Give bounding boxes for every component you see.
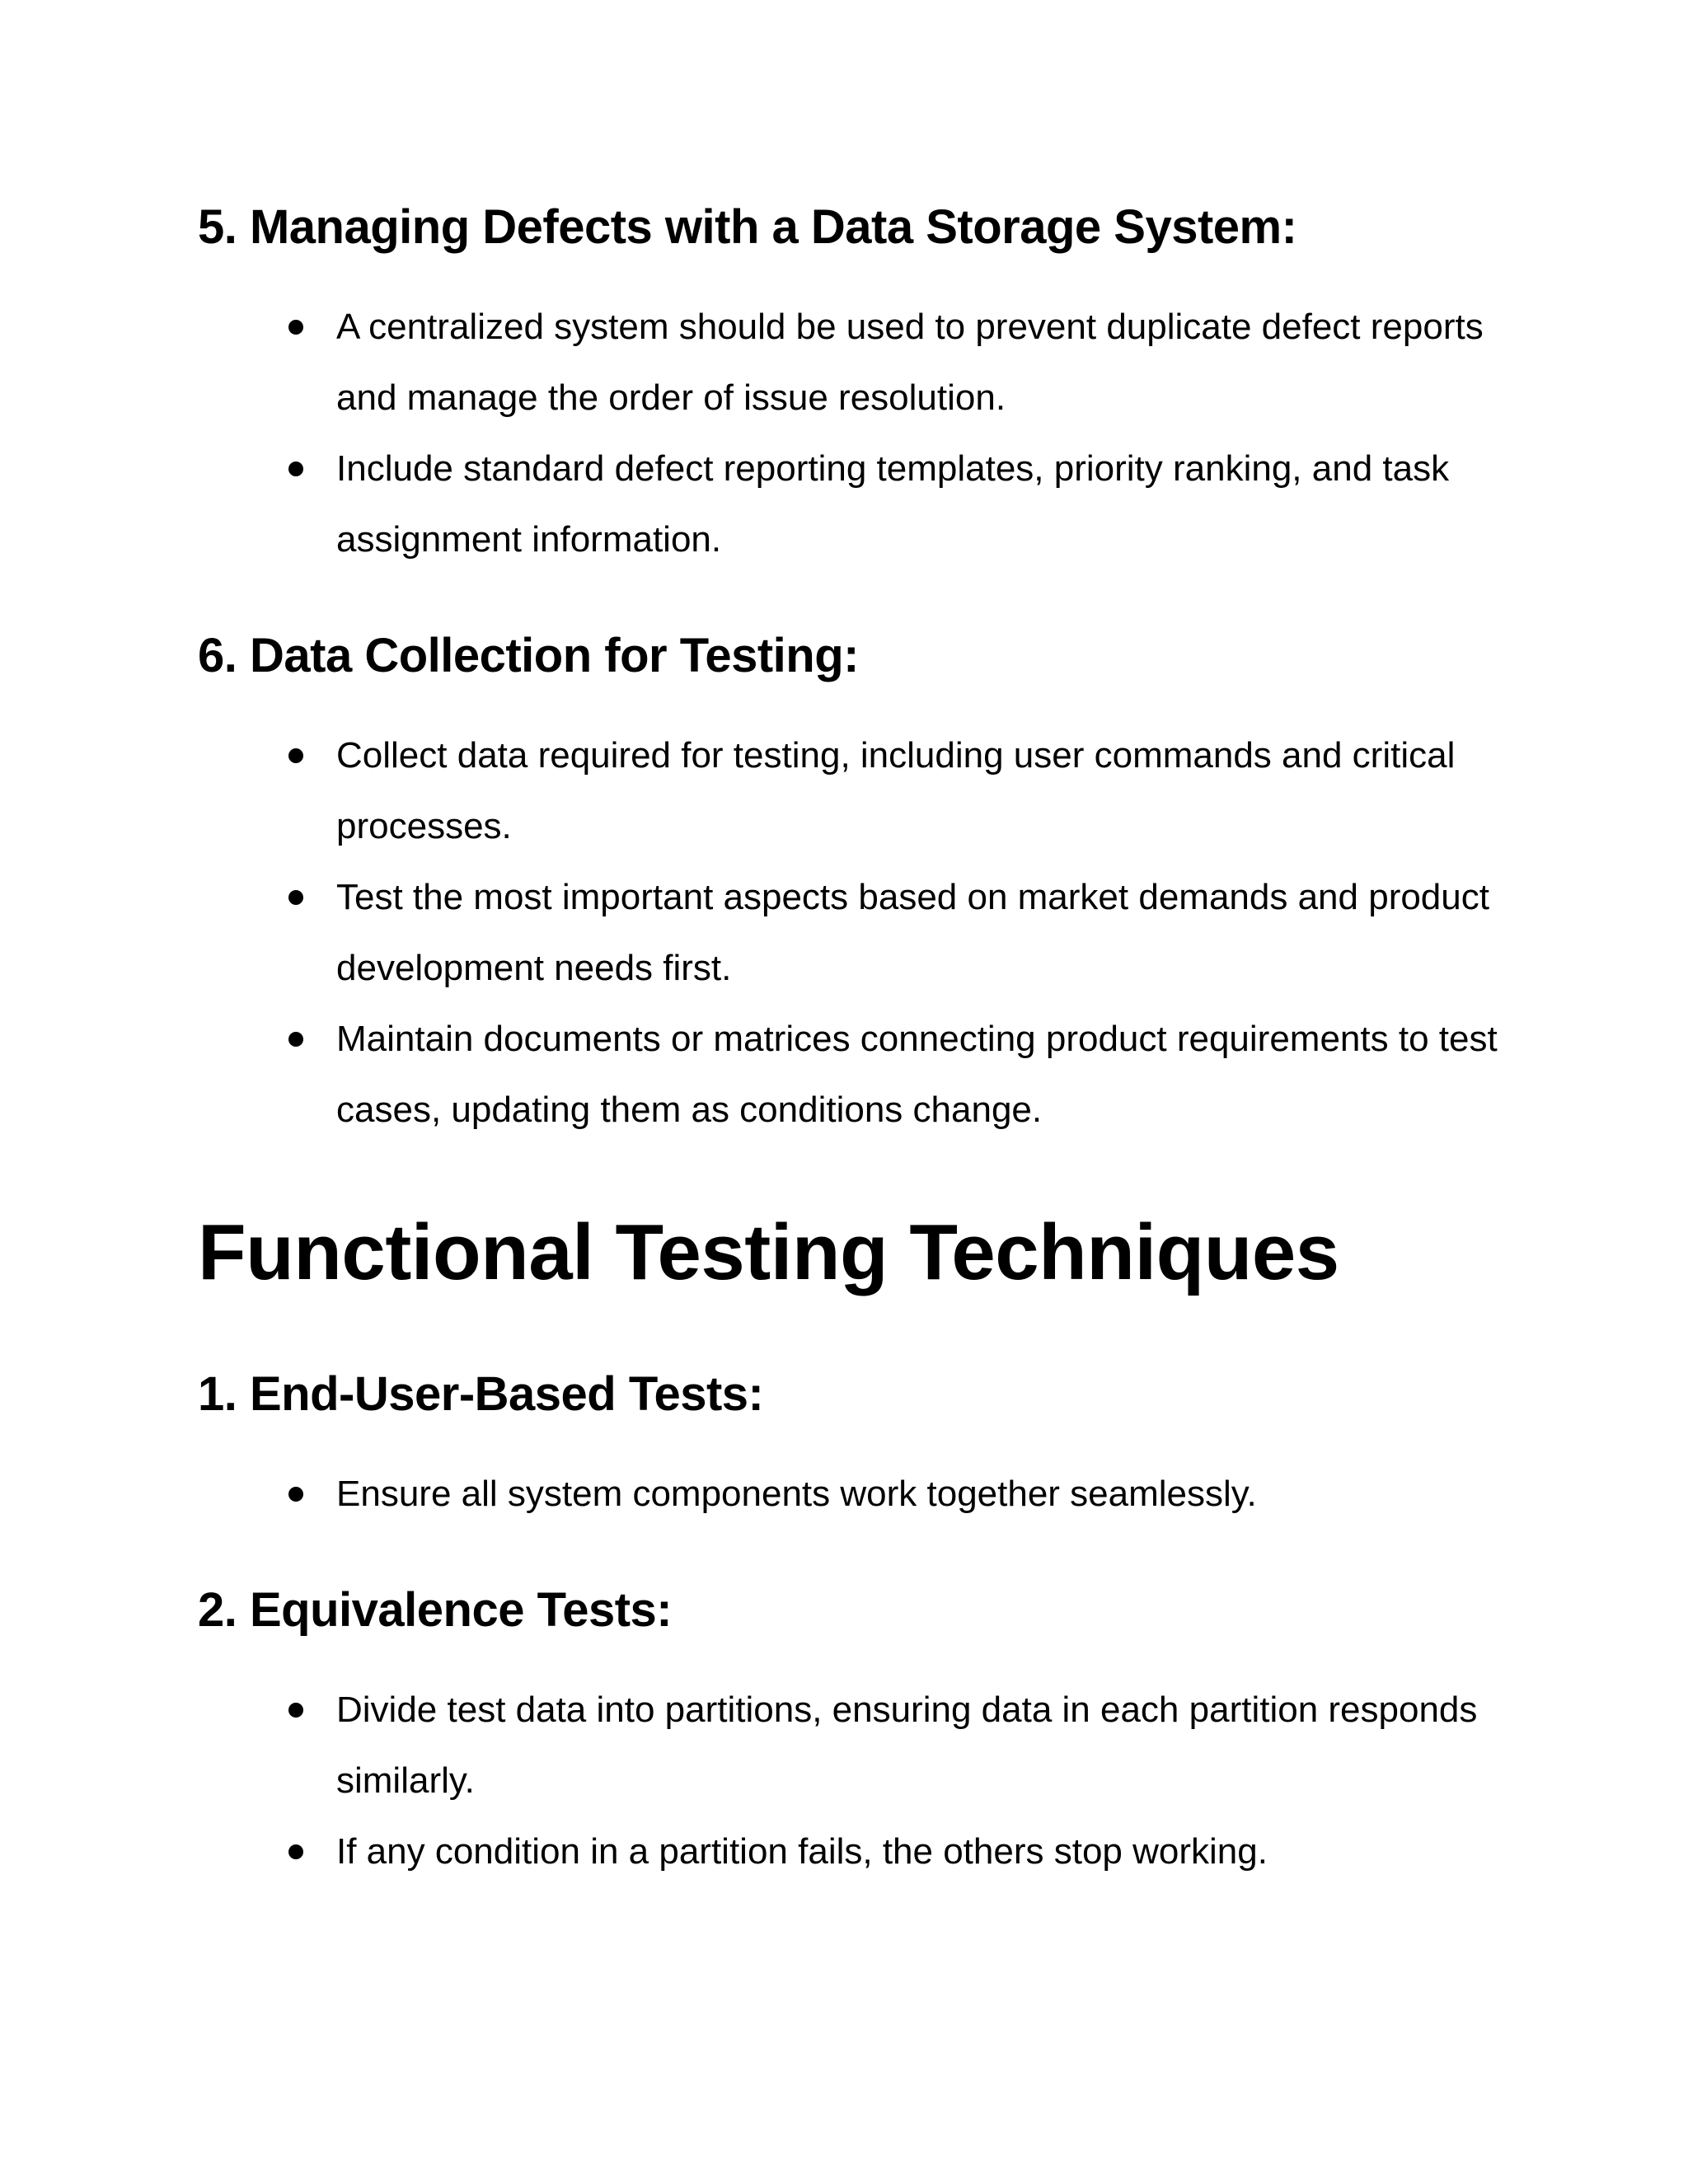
section-heading: 6. Data Collection for Testing: xyxy=(198,629,859,682)
list-item-text: Collect data required for testing, including user commands and critical processes. xyxy=(336,735,1456,846)
list-item-text: Ensure all system components work together seamlessly. xyxy=(336,1474,1257,1514)
section-data-collection xyxy=(198,623,1500,1203)
list-item-text: Test the most important aspects based on market demands and product development needs first. xyxy=(336,877,1489,988)
list-item xyxy=(198,1004,1500,1146)
list-item-text: Maintain documents or matrices connecting product requirements to test cases, updating them as conditions change. xyxy=(336,1019,1498,1130)
section-equivalence-tests xyxy=(198,1577,1500,1887)
bullet-icon xyxy=(288,1844,303,1859)
bullet-list xyxy=(198,720,1500,1146)
section-end-user-tests xyxy=(198,1361,1500,1577)
bullet-icon xyxy=(288,1487,303,1502)
list-item xyxy=(198,1816,1500,1887)
list-item-text: If any condition in a partition fails, the others stop working. xyxy=(336,1831,1268,1872)
list-item xyxy=(198,292,1500,434)
list-item-text: Include standard defect reporting templates, priority ranking, and task assignment information. xyxy=(336,448,1450,560)
bullet-list xyxy=(198,1675,1500,1887)
section-heading: 1. End-User-Based Tests: xyxy=(198,1367,764,1421)
list-item-text: A centralized system should be used to prevent duplicate defect reports and manage the order of issue resolution. xyxy=(336,307,1484,418)
list-item xyxy=(198,720,1500,862)
bullet-icon xyxy=(288,462,303,476)
section-heading: 2. Equivalence Tests: xyxy=(198,1583,673,1637)
bullet-icon xyxy=(288,1703,303,1718)
list-item-text: Divide test data into partitions, ensuring data in each partition responds similarly. xyxy=(336,1690,1478,1801)
bullet-icon xyxy=(288,1032,303,1047)
section-managing-defects xyxy=(198,194,1500,623)
list-item xyxy=(198,1675,1500,1816)
document-page xyxy=(198,194,1500,1887)
section-heading: 5. Managing Defects with a Data Storage System: xyxy=(198,200,1297,254)
bullet-list xyxy=(198,1459,1500,1530)
bullet-icon xyxy=(288,748,303,763)
bullet-icon xyxy=(288,890,303,905)
main-heading: Functional Testing Techniques xyxy=(198,1208,1339,1296)
list-item xyxy=(198,434,1500,575)
bullet-icon xyxy=(288,320,303,335)
bullet-list xyxy=(198,292,1500,575)
list-item xyxy=(198,862,1500,1004)
list-item xyxy=(198,1459,1500,1530)
